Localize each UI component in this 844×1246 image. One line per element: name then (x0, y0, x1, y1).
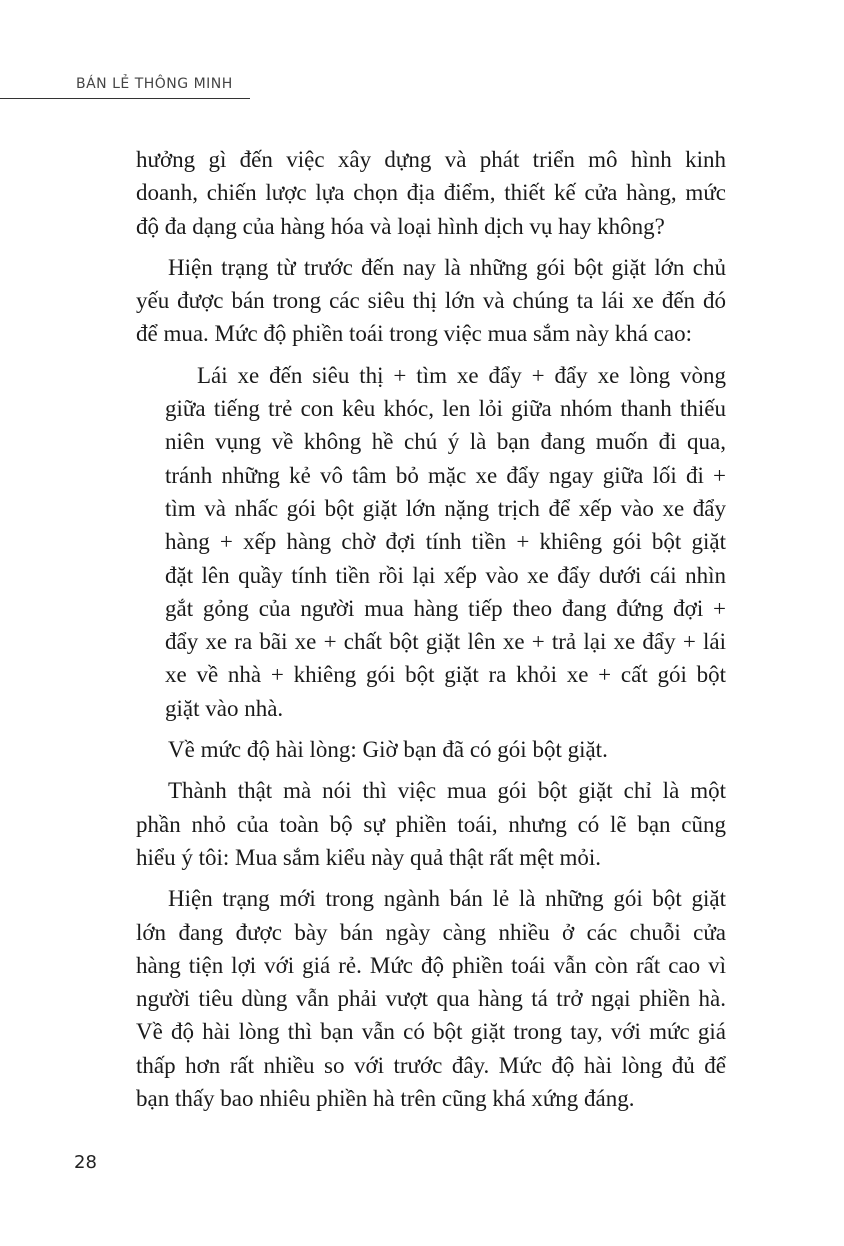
text-line: gắt gỏng của người mua hàng tiếp theo đang đứng đợi + (165, 595, 726, 621)
paragraph (136, 774, 726, 874)
text-line: Thành thật mà nói thì việc mua gói bột giặt chỉ là một (168, 778, 726, 804)
text-line: giặt vào nhà. (165, 695, 284, 721)
text-line: để mua. Mức độ phiền toái trong việc mua sắm này khá cao: (136, 321, 692, 347)
page-number: 28 (74, 1152, 97, 1173)
page-body (136, 143, 726, 1115)
text-line: niên vụng về không hề chú ý là bạn đang muốn đi qua, (165, 429, 726, 455)
text-line: Về độ hài lòng thì bạn vẫn có bột giặt trong tay, với mức giá (136, 1019, 726, 1045)
text-line: hàng + xếp hàng chờ đợi tính tiền + khiêng gói bột giặt (165, 529, 726, 555)
paragraph (136, 733, 726, 766)
text-line: Lái xe đến siêu thị + tìm xe đẩy + đẩy xe lòng vòng (197, 362, 726, 388)
text-line: độ đa dạng của hàng hóa và loại hình dịch vụ hay không? (136, 213, 665, 239)
text-line: doanh, chiến lược lựa chọn địa điểm, thiết kế cửa hàng, mức (136, 180, 726, 206)
blockquote (165, 359, 726, 725)
text-line: xe về nhà + khiêng gói bột giặt ra khỏi xe + cất gói bột (165, 662, 726, 688)
text-line: phần nhỏ của toàn bộ sự phiền toái, nhưng có lẽ bạn cũng (136, 811, 726, 837)
text-line: đẩy xe ra bãi xe + chất bột giặt lên xe + trả lại xe đẩy + lái (165, 629, 726, 655)
text-line: lớn đang được bày bán ngày càng nhiều ở các chuỗi cửa (136, 919, 726, 945)
text-line: bạn thấy bao nhiêu phiền hà trên cũng khá xứng đáng. (136, 1086, 635, 1112)
running-title: BÁN LẺ THÔNG MINH (76, 76, 233, 92)
text-line: hiểu ý tôi: Mua sắm kiểu này quả thật rất mệt mỏi. (136, 844, 602, 870)
text-line: Hiện trạng từ trước đến nay là những gói bột giặt lớn chủ (168, 254, 726, 280)
text-line: hưởng gì đến việc xây dựng và phát triển mô hình kinh (136, 147, 726, 172)
text-line: thấp hơn rất nhiều so với trước đây. Mức độ hài lòng đủ để (136, 1052, 726, 1078)
paragraph (136, 251, 726, 351)
text-line: đặt lên quầy tính tiền rồi lại xếp vào xe đẩy dưới cái nhìn (165, 562, 726, 588)
text-line: người tiêu dùng vẫn phải vượt qua hàng tá trở ngại phiền hà. (136, 986, 726, 1012)
text-line: tìm và nhấc gói bột giặt lớn nặng trịch để xếp vào xe đẩy (165, 495, 726, 521)
text-line: yếu được bán trong các siêu thị lớn và chúng ta lái xe đến đó (136, 288, 726, 314)
paragraph (136, 882, 726, 1115)
text-line: tránh những kẻ vô tâm bỏ mặc xe đẩy ngay giữa lối đi + (165, 462, 726, 488)
running-header (0, 76, 250, 99)
text-line: Về mức độ hài lòng: Giờ bạn đã có gói bột giặt. (168, 737, 608, 763)
text-line: hàng tiện lợi với giá rẻ. Mức độ phiền toái vẫn còn rất cao vì (136, 952, 726, 978)
text-line: Hiện trạng mới trong ngành bán lẻ là những gói bột giặt (168, 886, 726, 912)
paragraph-continuation (136, 143, 726, 243)
text-line: giữa tiếng trẻ con kêu khóc, len lỏi giữa nhóm thanh thiếu (165, 396, 726, 422)
